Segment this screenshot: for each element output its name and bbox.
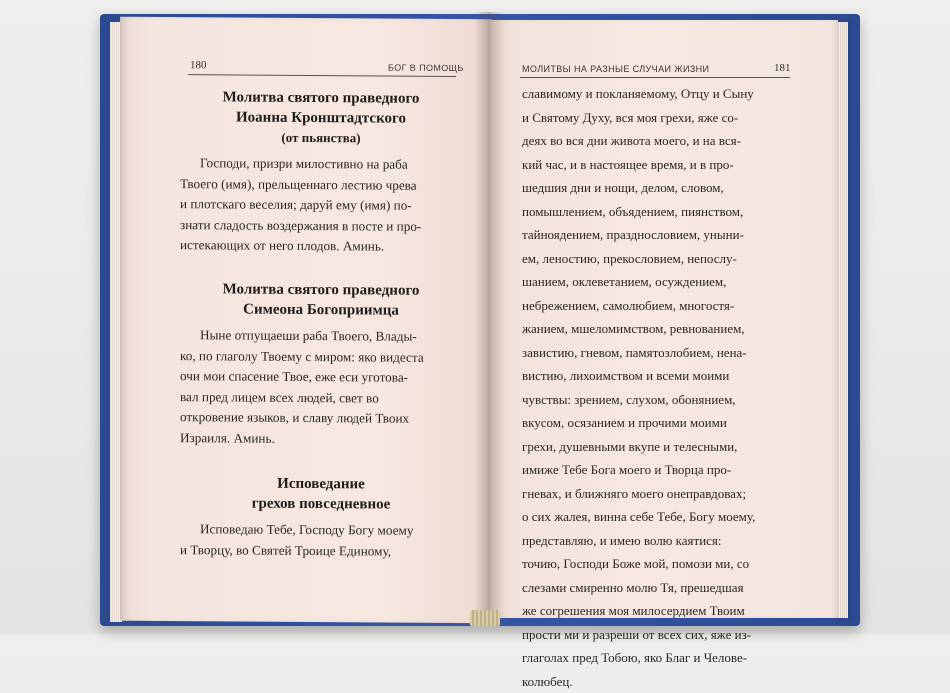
text-line: грехи, душевными вкупе и телесными,: [522, 435, 792, 459]
text-line: кий час, и в настоящее время, и в про-: [522, 153, 792, 177]
right-page: [492, 20, 838, 618]
text-line: колюбец.: [522, 670, 792, 693]
text-line: вал пред лицем всех людей, свет во: [180, 387, 464, 410]
text-line: откровение языков, и славу людей Твоих: [180, 407, 464, 430]
text-line: Ныне отпущаеши раба Твоего, Влады-: [180, 325, 464, 348]
text-line: шедшия дни и нощи, делом, словом,: [522, 176, 792, 200]
title-line: Молитва святого праведного: [180, 279, 462, 301]
text-line: очи мои спасение Твое, еже еси уготова-: [180, 366, 464, 389]
title-line: грехов повседневное: [180, 493, 462, 515]
left-page: [120, 17, 492, 624]
section-title-confession: [180, 473, 462, 515]
text-line: чувствы: зрением, слухом, обонянием,: [522, 388, 792, 412]
text-line: Господи, призри милостивно на раба: [180, 153, 464, 176]
text-line: славимому и покланяемому, Отцу и Сыну: [522, 82, 792, 106]
prayer-text-simeon: [180, 325, 464, 451]
text-line: Исповедаю Тебе, Господу Богу моему: [180, 519, 464, 542]
text-line: точию, Господи Боже мой, помози ми, со: [522, 552, 792, 576]
text-line: и Святому Духу, вся моя грехи, яже со-: [522, 106, 792, 130]
text-line: жанием, мшеломимством, ревнованием,: [522, 317, 792, 341]
right-page-number: 181: [774, 62, 791, 74]
prayer-text-continued: [522, 82, 792, 693]
text-line: же согрешения моя милосердием Твоим: [522, 599, 792, 623]
text-line: шанием, оклеветанием, осуждением,: [522, 270, 792, 294]
text-line: помышлением, объядением, пиянством,: [522, 200, 792, 224]
prayer-text-confession: [180, 519, 464, 562]
text-line: тайноядением, празднословием, уныни-: [522, 223, 792, 247]
title-line: Симеона Богоприимца: [180, 299, 462, 321]
text-line: прости ми и разреши от всех сих, яже из-: [522, 623, 792, 647]
title-line: Иоанна Кронштадтского: [180, 107, 462, 129]
text-line: Израиля. Аминь.: [180, 428, 464, 451]
book-gutter: [474, 12, 504, 624]
bookmark-ribbon: [470, 610, 500, 626]
text-line: ко, по глаголу Твоему с миром: яко видеста: [180, 346, 464, 369]
left-page-number: 180: [190, 59, 207, 71]
text-line: деях во вся дни живота моего, и на вся-: [522, 129, 792, 153]
right-header-rule: [520, 77, 790, 78]
prayer-text-kronshtadtsky: [180, 153, 464, 258]
text-line: слезами смиренно молю Тя, прешедшая: [522, 576, 792, 600]
text-line: вистию, лихоимством и всеми моими: [522, 364, 792, 388]
text-line: глаголах пред Тобою, яко Благ и Челове-: [522, 646, 792, 670]
right-running-head: МОЛИТВЫ НА РАЗНЫЕ СЛУЧАИ ЖИЗНИ: [522, 64, 709, 74]
text-line: и Творцу, во Святей Троице Единому,: [180, 540, 464, 563]
section-subtitle: (от пьянства): [180, 127, 462, 149]
title-line: Молитва святого праведного: [180, 87, 462, 109]
text-line: гневах, и ближняго моего онеправдовах;: [522, 482, 792, 506]
text-line: небрежением, самолюбием, многостя-: [522, 294, 792, 318]
text-line: о сих жалея, винна себе Тебе, Богу моему,: [522, 505, 792, 529]
section-title-kronshtadtsky: [180, 87, 462, 149]
text-line: и плотскаго веселия; даруй ему (имя) по-: [180, 194, 464, 217]
text-line: истекающих от него плодов. Аминь.: [180, 235, 464, 258]
left-running-head: БОГ В ПОМОЩЬ: [388, 63, 464, 74]
text-line: вкусом, осязанием и прочими моими: [522, 411, 792, 435]
section-title-simeon: [180, 279, 462, 321]
left-header-rule: [188, 74, 456, 77]
text-line: имиже Тебе Бога моего и Творца про-: [522, 458, 792, 482]
text-line: завистию, гневом, памятозлобием, нена-: [522, 341, 792, 365]
text-line: знати сладость воздержания в посте и про-: [180, 215, 464, 238]
text-line: представляю, и имею волю каятися:: [522, 529, 792, 553]
title-line: Исповедание: [180, 473, 462, 495]
text-line: ем, леностию, прекословием, непослу-: [522, 247, 792, 271]
text-line: Твоего (имя), прельщеннаго лестию чрева: [180, 174, 464, 197]
